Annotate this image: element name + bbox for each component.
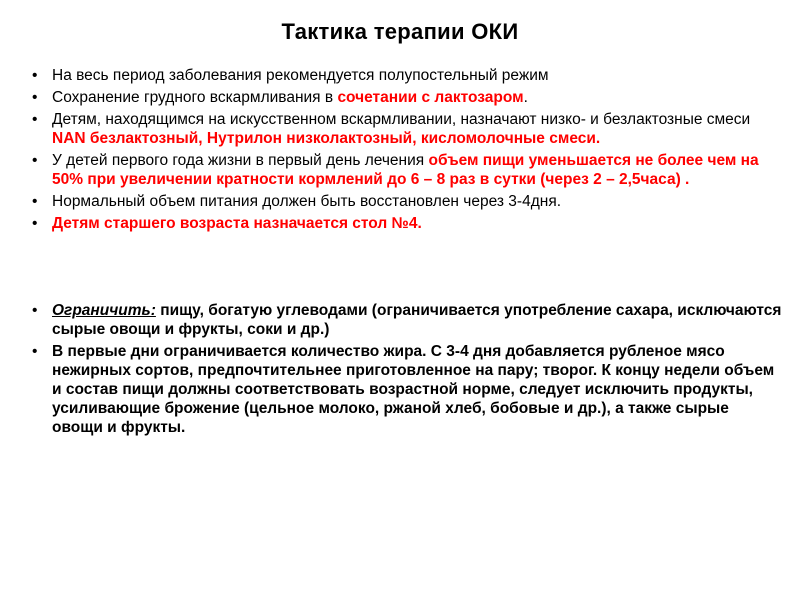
bullet-text: Нормальный объем питания должен быть восстановлен через 3-4дня. <box>52 193 562 210</box>
bullet-item-normal-volume <box>32 192 782 211</box>
bullet-icon: • <box>32 302 38 319</box>
top-bullet-list <box>32 66 782 236</box>
bullet-item-first-year <box>32 151 782 189</box>
bullet-icon: • <box>32 343 38 360</box>
bullet-highlight: объем пищи уменьшается не более чем на 50% при увеличении кратности кормлений до 6 – 8 раз в сутки (через 2 – 2,5часа) . <box>52 152 759 188</box>
bullet-item-bed-rest <box>32 66 782 85</box>
bullet-item-restrict <box>32 301 782 339</box>
bullet-icon: • <box>32 193 38 210</box>
bullet-text: пищу, богатую углеводами (ограничивается употребление сахара, исключаются сырые овощи и фрукты, соки и др.) <box>52 302 782 338</box>
bullet-icon: • <box>32 67 38 84</box>
bullet-icon: • <box>32 89 38 106</box>
bullet-icon: • <box>32 111 38 128</box>
bullet-highlight: Детям старшего возраста назначается стол №4. <box>52 215 422 232</box>
slide-title: Тактика терапии ОКИ <box>281 19 519 44</box>
bullet-icon: • <box>32 152 38 169</box>
bullet-text-end: . <box>523 89 528 106</box>
bullet-text: Детям, находящимся на искусственном вскармливании, назначают низко- и безлактозные смеси <box>52 111 751 128</box>
bottom-bullet-list <box>32 301 782 440</box>
bullet-highlight: сочетании с лактозаром <box>337 89 524 106</box>
bullet-lead: Ограничить: <box>52 302 156 319</box>
bullet-item-artificial-feeding <box>32 110 782 148</box>
bullet-text: У детей первого года жизни в первый день лечения <box>52 152 429 169</box>
bullet-text: В первые дни ограничивается количество жира. С 3-4 дня добавляется рубленое мясо нежирных сортов, предпочтительнее приготовленное на пару; творог. К концу недели объем и состав пищи должны соответствовать возрастной норме, следует исключить продукты, усиливающие брожение (цельное молоко, ржаной хлеб, бобовые и др.), а также сырые овощи и фрукты. <box>52 343 775 436</box>
bullet-item-breastfeeding <box>32 88 782 107</box>
bullet-item-older-children <box>32 214 782 233</box>
bullet-highlight: NAN безлактозный, Нутрилон низколактозный, кисломолочные смеси. <box>52 130 601 147</box>
bullet-item-fat-limit <box>32 342 782 437</box>
bullet-text: На весь период заболевания рекомендуется полупостельный режим <box>52 67 549 84</box>
bullet-icon: • <box>32 215 38 232</box>
bullet-text: Сохранение грудного вскармливания в <box>52 89 338 106</box>
